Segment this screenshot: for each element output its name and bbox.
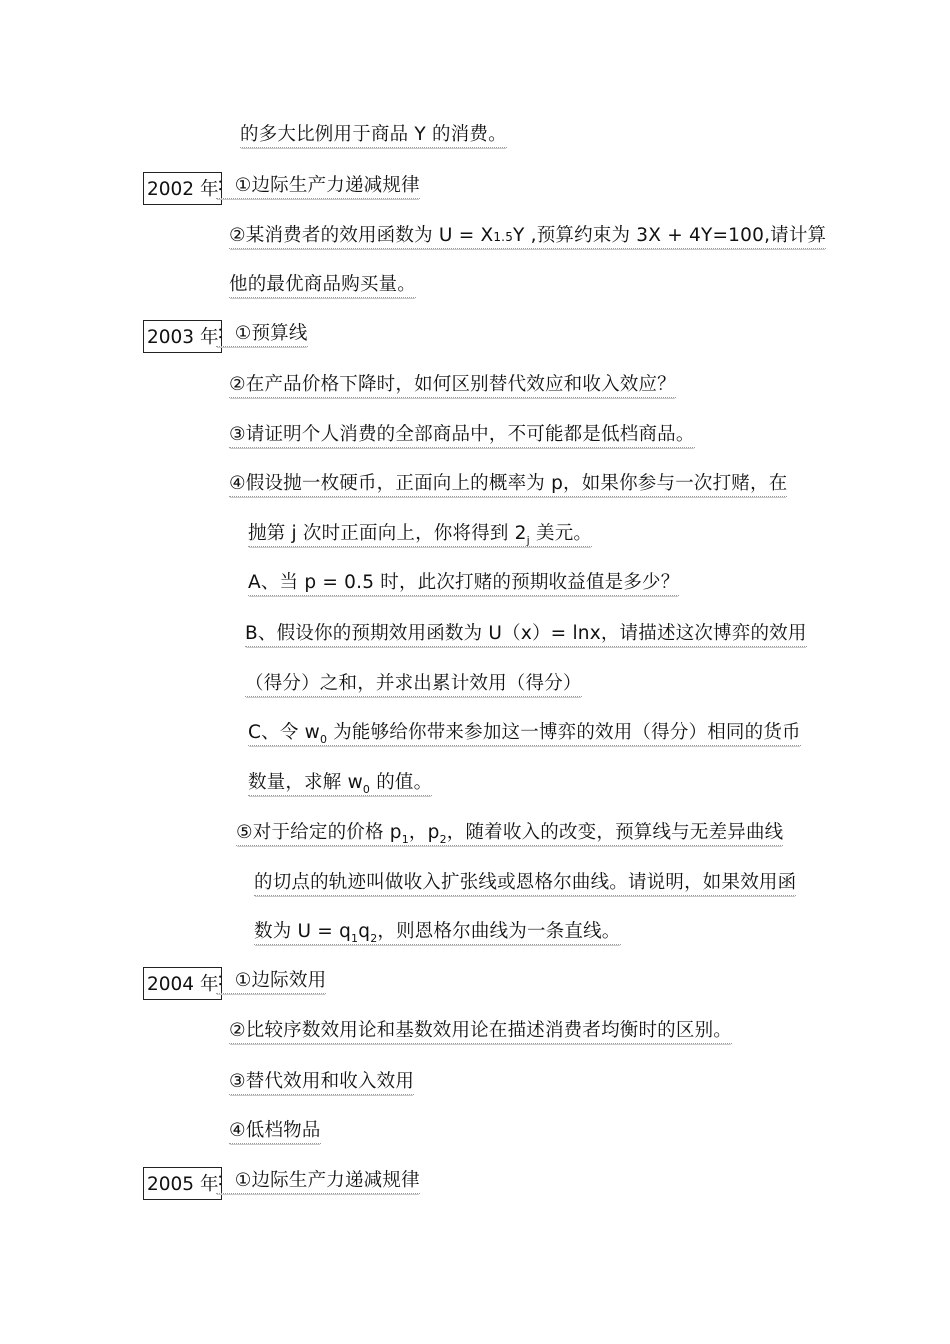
text-part: Y ,预算约束为 3X + 4Y=100,请计算 [513, 225, 827, 246]
text-line [248, 769, 432, 797]
text-part: ②某消费者的效用函数为 U = X [229, 225, 494, 246]
text-part: 的值。 [370, 772, 433, 793]
line-text: （得分）之和，并求出累计效用（得分） [245, 673, 582, 697]
line-text: ：①边际生产力递减规律 [216, 1170, 420, 1194]
text-line [216, 172, 420, 200]
line-text [248, 722, 801, 746]
text-line [254, 918, 621, 946]
text-part: q [358, 921, 371, 942]
subscript: 2 [370, 932, 378, 945]
year-label-2005: 2005 年 [143, 1167, 222, 1200]
text-line [248, 520, 592, 548]
subscript: j [526, 534, 530, 547]
text-line [216, 967, 326, 995]
text-part: 数为 U = q [254, 921, 352, 942]
line-text [248, 772, 432, 796]
line-text [248, 523, 592, 547]
text-part: ，则恩格尔曲线为一条直线。 [377, 921, 621, 942]
text-line [229, 421, 695, 449]
subscript: 1 [351, 932, 359, 945]
text-line [216, 320, 308, 348]
text-line [229, 222, 826, 251]
text-line [245, 620, 807, 648]
text-line [229, 1068, 414, 1096]
text-line [229, 371, 676, 399]
text-line [248, 719, 801, 747]
line-text: ：①预算线 [216, 323, 308, 347]
text-line [229, 271, 416, 299]
subscript: 2 [439, 833, 447, 846]
text-part: ⑤对于给定的价格 p [236, 822, 402, 843]
text-line [248, 569, 679, 597]
text-line [245, 670, 582, 698]
line-text: 他的最优商品购买量。 [229, 274, 416, 298]
line-text: ③请证明个人消费的全部商品中，不可能都是低档商品。 [229, 424, 695, 448]
subscript: 1 [401, 833, 409, 846]
line-text: ②比较序数效用论和基数效用论在描述消费者均衡时的区别。 [229, 1020, 732, 1044]
line-text: 的多大比例用于商品 Y 的消费。 [240, 124, 507, 148]
subscript: 0 [319, 733, 328, 746]
year-label-2002: 2002 年 [143, 172, 222, 205]
text-line [229, 1017, 732, 1045]
text-part: 数量，求解 w [248, 772, 363, 793]
line-text: A、当 p = 0.5 时，此次打赌的预期收益值是多少？ [248, 572, 679, 596]
text-line [254, 869, 796, 897]
text-part: C、令 w [248, 722, 320, 743]
text-line [216, 1167, 420, 1195]
line-text: ：①边际生产力递减规律 [216, 175, 420, 199]
text-part: ，p [408, 822, 440, 843]
line-text: 的切点的轨迹叫做收入扩张线或恩格尔曲线。请说明，如果效用函 [254, 872, 796, 896]
line-text [229, 225, 826, 249]
text-line [229, 470, 787, 498]
text-part: 为能够给你带来参加这一博弈的效用（得分）相同的货币 [327, 722, 801, 743]
line-text [236, 822, 783, 846]
year-label-2004: 2004 年 [143, 967, 222, 1000]
year-label-2003: 2003 年 [143, 320, 222, 353]
subscript: 0 [362, 783, 371, 796]
line-text [254, 921, 621, 945]
line-text: ②在产品价格下降时，如何区别替代效应和收入效应？ [229, 374, 676, 398]
line-text: ：①边际效用 [216, 970, 326, 994]
line-text: B、假设你的预期效用函数为 U（x）= lnx，请描述这次博弈的效用 [245, 623, 807, 647]
text-line [229, 1117, 321, 1145]
text-part: 美元。 [529, 523, 593, 544]
text-line [236, 819, 783, 847]
line-text: ④低档物品 [229, 1120, 321, 1144]
line-text: ④假设抛一枚硬币，正面向上的概率为 p，如果你参与一次打赌，在 [229, 473, 787, 497]
text-part: 抛第 j 次时正面向上，你将得到 2 [248, 523, 527, 544]
line-text: ③替代效用和收入效用 [229, 1071, 414, 1095]
text-small: 1.5 [493, 230, 514, 244]
text-part: ，随着收入的改变，预算线与无差异曲线 [446, 822, 784, 843]
text-line [240, 121, 507, 149]
